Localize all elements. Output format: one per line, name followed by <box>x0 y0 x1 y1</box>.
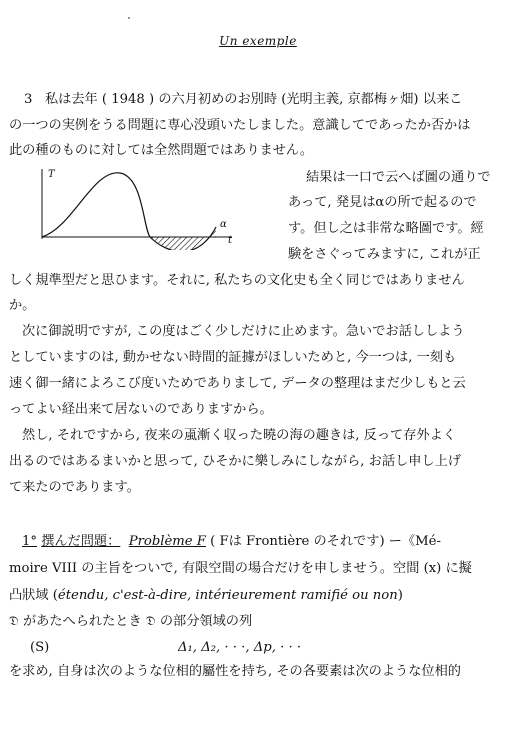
section3-line-2: の一つの実例をうる問題に専心没頭いたしました。意識してであったか否かは <box>9 118 471 133</box>
section1-line-1-rest: ( Fは Frontière のそれです) ー《Mé- <box>210 534 441 549</box>
section1-line-3-b: ) <box>397 588 403 603</box>
para2-line-1: 次に御説明ですが, この度はごく少しだけに止めます。急いでお話ししよう <box>22 324 465 339</box>
section3-right-line-1: 結果は一口で云へば圖の通りで <box>306 170 491 185</box>
para3-line-3: て来たのであります。 <box>9 480 140 495</box>
page-title: Un exemple <box>219 34 297 48</box>
section1-line-1 <box>22 534 441 550</box>
section1-line-3-a: 凸狀域 ( <box>9 588 58 603</box>
sequence-formula: Δ₁, Δ₂, · · ·, Δp, · · · <box>178 640 302 655</box>
para2-line-4: ってよい経出来て居ないのでありますから。 <box>9 402 273 417</box>
graph-label-t: t <box>228 235 233 246</box>
graph-label-T: T <box>48 169 55 180</box>
section1-line-4: 𝔇 があたへられたとき 𝔇 の部分領域の列 <box>9 614 253 629</box>
section3-line-1 <box>24 92 462 108</box>
sequence-label: (S) <box>30 640 50 655</box>
section1-line-2: moire VIII の主旨をついで, 有限空間の場合だけを申しませう。空間 (x) に擬 <box>9 561 472 576</box>
section1-heading: 撰んだ問題： <box>41 534 121 549</box>
problem-name: Problème F <box>128 534 206 549</box>
para2-line-3: 速く御一緒によろこび度いためでありまして, データの整理はまだ少しもと云 <box>9 376 466 391</box>
page-speck <box>128 17 130 19</box>
wave-graph <box>38 165 238 250</box>
section3-number: 3 <box>24 92 33 107</box>
graph-hatched-region <box>150 227 216 250</box>
section3-right-line-3: す。但し之は非常な略圖です。經 <box>288 221 484 236</box>
section1-number: 1° <box>22 534 37 549</box>
para3-line-1: 然し, それですから, 夜来の颪漸く収った曉の海の趣きは, 反って存外よく <box>22 428 456 443</box>
section3-line-1-text: 私は去年 ( 1948 ) の六月初めのお別時 (光明主義, 京都梅ヶ畑) 以来こ <box>44 92 463 107</box>
section3-cont-line-1: しく規準型だと思ひます。それに, 私たちの文化史も全く同じではありません <box>9 273 465 288</box>
section3-right-line-4: 験をさぐってみますに, これが正 <box>288 247 481 262</box>
section1-line-3 <box>9 588 403 604</box>
section1-line-6: を求め, 自身は次のような位相的屬性を持ち, その各要素は次のような位相的 <box>9 664 461 679</box>
section3-cont-line-2: か。 <box>9 298 36 313</box>
para3-line-2: 出るのではあるまいかと思って, ひそかに樂しみにしながら, お話し申し上げ <box>9 454 461 469</box>
section3-right-line-2: あって, 発見はαの所で起るので <box>288 195 477 210</box>
section3-line-3: 此の種のものに対しては全然問題ではありません。 <box>9 143 314 158</box>
para2-line-2: としていますのは, 動かせない時間的証據がほしいためと, 今一つは, 一刻も <box>9 350 457 365</box>
graph-label-alpha: α <box>220 219 227 230</box>
section1-line-3-italic: étendu, c'est-à-dire, intérieurement ramifié ou non <box>57 588 398 603</box>
